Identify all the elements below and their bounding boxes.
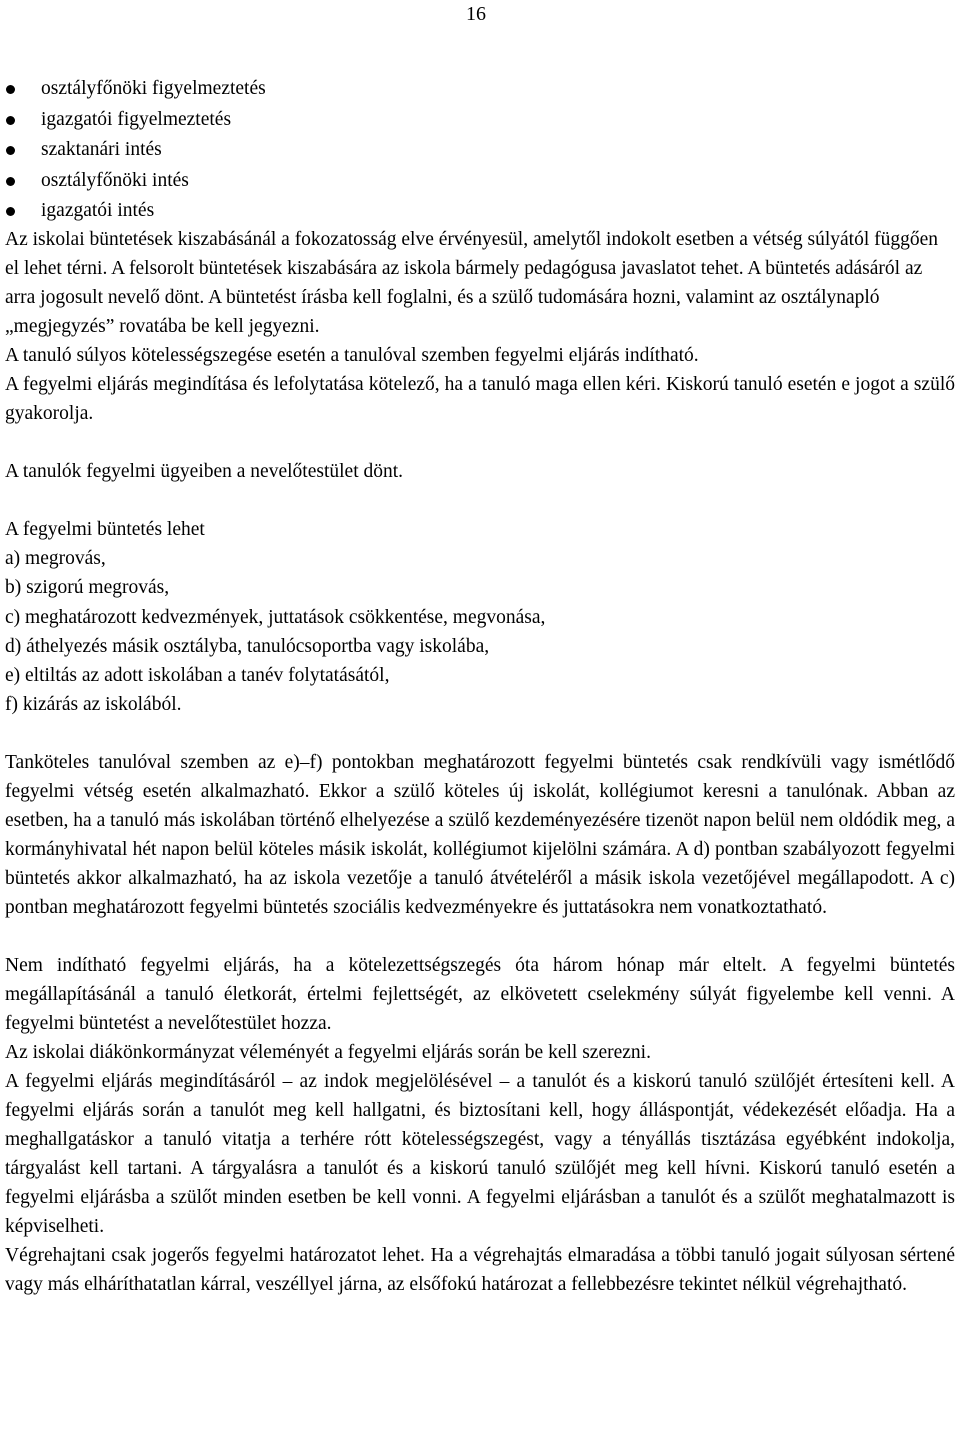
bullet-item: igazgatói figyelmeztetés bbox=[5, 105, 955, 136]
paragraph: Végrehajtani csak jogerős fegyelmi határozatot lehet. Ha a végrehajtás elmaradása a többi tanuló jogait súlyosan sértené vagy más elháríthatatlan kárral, veszéllyel járna, az elsőfokú határozat a fellebbezésre tekintet nélkül végrehajtható. bbox=[5, 1245, 955, 1296]
bullet-item: szaktanári intés bbox=[5, 135, 955, 166]
paragraph: A fegyelmi eljárás megindításáról – az indok megjelölésével – a tanulót és a kiskorú tanuló szülőjét értesíteni kell. A fegyelmi eljárás során a tanulót meg kell hallgatni, és biztosítani kell, hogy álláspontját, védekezését előadja. Ha a meghallgatáskor a tanuló vitatja a terhére rótt kötelességszegést, vagy a tényállás tisztázása egyébként indokolja, tárgyalást kell tartani. A tárgyalásra a tanulót és a kiskorú tanuló szülőjét meg kell hívni. Kiskorú tanuló esetén a fegyelmi eljárásba a szülőt minden esetben be kell vonni. A fegyelmi eljárásban a tanulót és a szülőt meghatalmazott is képviselheti. bbox=[5, 1071, 955, 1238]
paragraph: Nem indítható fegyelmi eljárás, ha a kötelezettségszegés óta három hónap már eltelt. A fegyelmi büntetés megállapításánál a tanuló életkorát, értelmi fejlettségét, az elkövetett cselekmény súlyát figyelembe kell venni. A fegyelmi büntetést a nevelőtestület hozza. bbox=[5, 955, 955, 1035]
penalty-list bbox=[5, 515, 955, 719]
list-item: d) áthelyezés másik osztályba, tanulócsoportba vagy iskolába, bbox=[5, 635, 490, 657]
bullet-item: igazgatói intés bbox=[5, 196, 955, 227]
bullet-item: osztályfőnöki intés bbox=[5, 166, 955, 197]
document-body bbox=[5, 74, 955, 1299]
bullet-item: osztályfőnöki figyelmeztetés bbox=[5, 74, 955, 105]
page-number: 16 bbox=[466, 3, 486, 25]
list-intro: A fegyelmi büntetés lehet bbox=[5, 518, 205, 540]
list-item: e) eltiltás az adott iskolában a tanév folytatásától, bbox=[5, 664, 390, 686]
list-item: a) megrovás, bbox=[5, 548, 106, 570]
sanction-bullet-list bbox=[5, 74, 955, 227]
paragraph: Az iskolai büntetések kiszabásánál a fokozatosság elve érvényesül, amelytől indokolt esetben a vétség súlyától függően el lehet térni. A felsorolt büntetések kiszabására az iskola bármely pedagógusa javaslatot tehet. A büntetés adásáról az arra jogosult nevelő dönt. A büntetést írásba kell foglalni, és a szülő tudomására hozni, valamint az osztálynapló „megjegyzés” rovatába be kell jegyezni. bbox=[5, 228, 939, 337]
paragraph: Tanköteles tanulóval szemben az e)–f) pontokban meghatározott fegyelmi büntetés csak rendkívüli vagy ismétlődő fegyelmi vétség esetén alkalmazható. Ekkor a szülő köteles új iskolát, kollégiumot keresni a tanulónak. Abban az esetben, ha a tanuló más iskolában történő elhelyezése a szülő kezdeményezésére tizenöt napon belül nem oldódik meg, a kormányhivatal hét napon belül köteles másik iskolát, kollégiumot kijelölni számára. A d) pontban szabályozott fegyelmi büntetés akkor alkalmazható, ha az iskola vezetője a tanuló átvételéről a másik iskola vezetőjével megállapodott. A c) pontban meghatározott fegyelmi büntetés szociális kedvezményekre és juttatásokra nem vonatkoztatható. bbox=[5, 752, 955, 919]
list-item: b) szigorú megrovás, bbox=[5, 577, 170, 599]
paragraph: A tanulók fegyelmi ügyeiben a nevelőtestület dönt. bbox=[5, 460, 404, 482]
list-item: f) kizárás az iskolából. bbox=[5, 694, 182, 716]
list-item: c) meghatározott kedvezmények, juttatások csökkentése, megvonása, bbox=[5, 606, 546, 628]
paragraph: A tanuló súlyos kötelességszegése esetén a tanulóval szemben fegyelmi eljárás indítható. bbox=[5, 344, 699, 366]
paragraph: Az iskolai diákönkormányzat véleményét a fegyelmi eljárás során be kell szerezni. bbox=[5, 1042, 651, 1064]
paragraph: A fegyelmi eljárás megindítása és lefolytatása kötelező, ha a tanuló maga ellen kéri. Kiskorú tanuló esetén e jogot a szülő gyakorolja. bbox=[5, 373, 955, 424]
